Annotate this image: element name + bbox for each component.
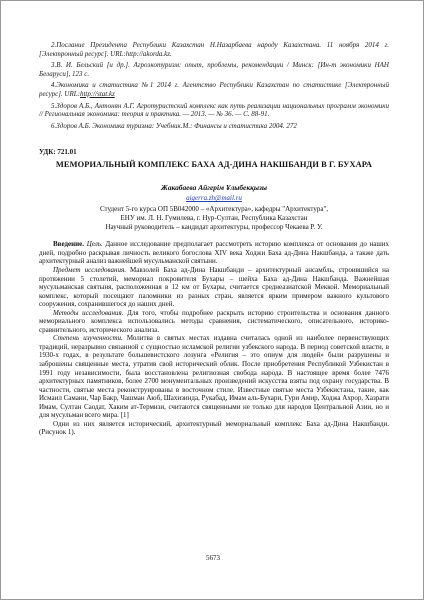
paragraph-text: Данное исследование предполагает рассмотреть историю комплекса от основания до наших дней, подробно раскрывая личность великого богослова XIV века Ходжи Баха ад-Дина Накшбанда, а также дать архитектурный анализ важнейшей мусульманской святыни. bbox=[39, 240, 390, 266]
paragraph-text: Молитва в святых местах издавна считалась одной из наиболее первенствующих традиций, неразрывно связанной с сущностью исламской религии узбекского народа. В период советской власти, в 1930-х годах, в результате большевистского лозунга «Религия – это опиум для людей» были разрушены и заброшены священные места, утратив свой исторический облик. После приобретения Республикой Узбекистан в 1991 году независимости, была восстановлена религиозная свобода народа. В настоящее время более 7476 архитектурных памятников, более 2700 монументальных произведений искусства взяты под охрану государства. В частности, святые места реконструированы в восточном стиле. Известные святые места Узбекистана, такие, как Исмаил Самани, Чар Бакр, Чашман Аюб, Шахизинда, Рукабад, Имам аль-Бухари, Гури Амир, Ходжа Ахрор, Хазрати Имам, Султан Саодат, Хаким ат-Термизи, считаются священными не только для народов Центральной Азии, но и для мусульман всего мира. [1] bbox=[39, 334, 389, 420]
paragraph-introduction bbox=[39, 240, 389, 266]
reference-item bbox=[39, 102, 389, 119]
reference-item bbox=[39, 61, 389, 78]
paragraph-lead-italic: Предмет исследования. bbox=[53, 265, 126, 274]
affiliation-line: Научный руководитель – кандидат архитектуры, профессор Чекаева Р. У. bbox=[105, 223, 323, 232]
affiliation-line: Студент 5-го курса ОП 5В042000 – «Архитектура», кафедры "Архитектура", bbox=[99, 205, 329, 214]
article-body bbox=[39, 240, 389, 437]
paragraph-subject bbox=[39, 266, 389, 309]
affiliation-block bbox=[39, 205, 389, 232]
paragraph-methods bbox=[39, 309, 389, 335]
udk-code: УДК: 721.01 bbox=[39, 148, 77, 157]
reference-item bbox=[39, 81, 389, 98]
page-number: 5673 bbox=[206, 554, 220, 562]
author-email-link[interactable]: aigerra.zh@mail.ru bbox=[186, 194, 242, 203]
reference-text: 5.Здоров А.Б., Антонян А.Г. Агротуристский комплекс как путь реализации национальных программ экономики // Региональная экономика: теория и практика. — 2013. — № 36. — С. 88-91. bbox=[39, 101, 389, 119]
paragraph-text: Мавзолей Баха ад-Дина Накшбанди – архитектурный ансамбль, строившийся на протяжении 5 столетий, мемориал покровителя Бухары – шейха Баха ад-Дина Накшбанда. Важнейшая мусульманская святыня, расположенная в 12 км от Бухары, считается среднеазиатской Меккой. Мемориальный комплекс, который посещают паломники из разных стран, является ярким примером важного культового сооружения, сохранившегося до наших дней. bbox=[39, 265, 389, 309]
paragraph-study-degree bbox=[39, 334, 389, 419]
reference-text: 4.Экономика и статистика №1 2014 г. Агентство Республики Казахстан по статистике [Электронный ресурс]. URL: bbox=[39, 81, 389, 98]
reference-list bbox=[39, 41, 389, 130]
reference-item bbox=[39, 41, 389, 58]
reference-text: 3.В. И. Бельский [и др.]. Агроэкотуризм: опыт, проблемы, рекомендации / Минск: [Ин-т экономики НАН Беларуси], 123 с. bbox=[39, 61, 389, 78]
paragraph-text: Одни из них является исторический, архитектурный мемориальный комплекс Баха ад-Дина Накшбанди. (Рисунок 1). bbox=[39, 419, 389, 437]
reference-link[interactable]: http://stat.kz bbox=[79, 89, 115, 98]
paragraph-lead-italic: Цель. bbox=[86, 240, 103, 249]
paragraph-lead: Введение. bbox=[53, 240, 85, 249]
affiliation-line: ЕНУ им. Л. Н. Гумилева, г. Нур-Султан, Республика Казахстан bbox=[120, 214, 308, 223]
reference-text: 6.Здоров А.Б. Экономика туризма: Учебник.М.: Финансы и статистика 2004. 272 bbox=[51, 121, 297, 130]
reference-item bbox=[39, 122, 389, 131]
paragraph-lead-italic: Степень изученности. bbox=[53, 334, 123, 343]
author-name: Жакабаева Айгерім Ұлыбекқызы bbox=[161, 183, 267, 193]
paragraph-text: Для того, чтобы подробнее раскрыть историю строительства и основания данного мемориального комплекса использовались методы сравнения, систематического, описательного, историко-сравнительного, исторического анализа. bbox=[39, 308, 389, 334]
paragraph-lead-italic: Методы исследования. bbox=[53, 308, 124, 317]
page-content bbox=[39, 41, 389, 437]
reference-text: 2.Послание Президента Республики Казахстан Н.Назарбаева народу Казахстана. 11 ноября 2014 г. [Электронный ресурс]. URL:http://akorda.kz. bbox=[39, 41, 389, 58]
article-title: МЕМОРИАЛЬНЫЙ КОМПЛЕКС БАХА АД-ДИНА НАКШБАНДИ В Г. БУХАРА bbox=[55, 160, 373, 170]
paragraph-conclusion bbox=[39, 420, 389, 437]
